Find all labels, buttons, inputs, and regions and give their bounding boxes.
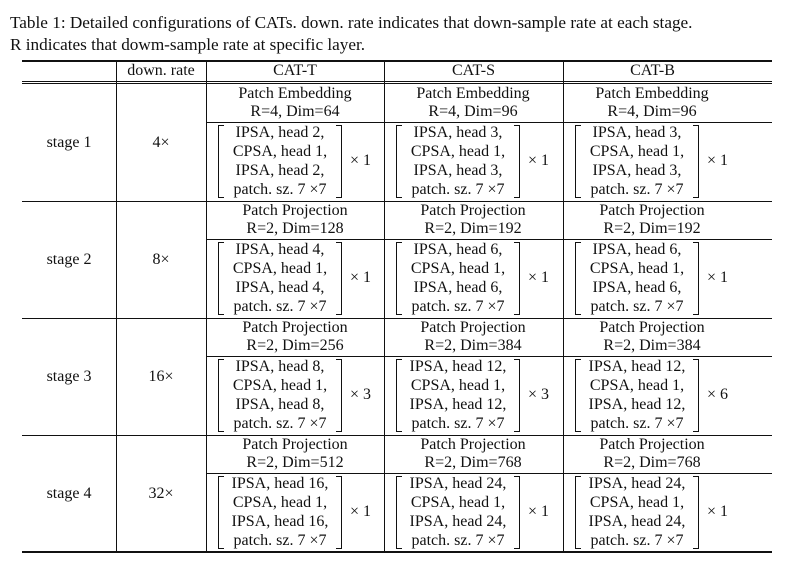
block-config-line: CPSA, head 1, xyxy=(232,494,328,511)
block-config-line: IPSA, head 24, xyxy=(409,475,507,492)
block-matrix xyxy=(396,239,520,318)
stage-label: stage 2 xyxy=(46,250,92,268)
block-config xyxy=(384,239,562,318)
block-matrix xyxy=(575,122,699,201)
block-matrix xyxy=(218,473,342,552)
stage-label: stage 1 xyxy=(46,133,92,151)
block-config-line: IPSA, head 4, xyxy=(235,241,325,258)
block-matrix xyxy=(218,356,342,435)
block-config xyxy=(206,239,384,318)
block-config-line: patch. sz. 7 ×7 xyxy=(590,181,684,198)
repeat-multiplier: × 1 xyxy=(528,269,550,286)
block-config xyxy=(206,473,384,552)
projection-params: R=2, Dim=512 xyxy=(246,454,344,471)
block-config-line: IPSA, head 6, xyxy=(413,241,503,258)
projection-type: Patch Embedding xyxy=(238,85,352,102)
repeat-multiplier: × 1 xyxy=(707,152,729,169)
block-config-line: IPSA, head 6, xyxy=(592,279,682,296)
block-config-line: CPSA, head 1, xyxy=(410,494,506,511)
block-config-line: CPSA, head 1, xyxy=(410,377,506,394)
block-config-line: IPSA, head 24, xyxy=(409,513,507,530)
repeat-multiplier: × 6 xyxy=(707,386,729,403)
block-matrix xyxy=(575,356,699,435)
block-matrix xyxy=(218,239,342,318)
projection-type: Patch Projection xyxy=(420,202,526,219)
projection-params: R=4, Dim=64 xyxy=(250,103,340,120)
block-matrix xyxy=(218,122,342,201)
block-config-line: IPSA, head 6, xyxy=(413,279,503,296)
block-config-line: CPSA, head 1, xyxy=(232,260,328,277)
caption-line-2: R indicates that dowm-sample rate at specific layer. xyxy=(10,35,366,54)
block-config-line: patch. sz. 7 ×7 xyxy=(590,532,684,549)
down-rate-value: 4× xyxy=(152,133,170,151)
block-config xyxy=(206,122,384,201)
block-config-line: IPSA, head 12, xyxy=(409,396,507,413)
header-down-rate: down. rate xyxy=(127,62,195,79)
header-cat-s: CAT-S xyxy=(452,62,495,79)
projection-params: R=2, Dim=768 xyxy=(424,454,522,471)
block-config-line: IPSA, head 3, xyxy=(592,162,682,179)
block-config xyxy=(563,239,741,318)
block-config-line: CPSA, head 1, xyxy=(589,377,685,394)
block-config-line: IPSA, head 6, xyxy=(592,241,682,258)
repeat-multiplier: × 1 xyxy=(350,152,372,169)
projection-type: Patch Projection xyxy=(420,319,526,336)
projection-type: Patch Projection xyxy=(599,202,705,219)
block-config-line: IPSA, head 3, xyxy=(592,124,682,141)
block-config-line: IPSA, head 24, xyxy=(588,513,686,530)
repeat-multiplier: × 1 xyxy=(350,503,372,520)
projection-params: R=4, Dim=96 xyxy=(428,103,518,120)
block-config-line: CPSA, head 1, xyxy=(589,260,685,277)
repeat-multiplier: × 1 xyxy=(707,503,729,520)
block-config xyxy=(563,473,741,552)
block-config-line: patch. sz. 7 ×7 xyxy=(590,298,684,315)
block-config-line: patch. sz. 7 ×7 xyxy=(411,181,505,198)
block-config-line: patch. sz. 7 ×7 xyxy=(233,532,327,549)
block-config-line: patch. sz. 7 ×7 xyxy=(411,532,505,549)
block-config xyxy=(384,122,562,201)
projection-params: R=2, Dim=192 xyxy=(424,220,522,237)
block-config-line: CPSA, head 1, xyxy=(589,494,685,511)
repeat-multiplier: × 3 xyxy=(350,386,372,403)
block-config-line: patch. sz. 7 ×7 xyxy=(233,181,327,198)
block-config-line: IPSA, head 2, xyxy=(235,162,325,179)
projection-params: R=2, Dim=192 xyxy=(603,220,701,237)
block-config xyxy=(206,356,384,435)
block-config-line: IPSA, head 8, xyxy=(235,396,325,413)
block-config-line: CPSA, head 1, xyxy=(410,143,506,160)
block-config-line: IPSA, head 4, xyxy=(235,279,325,296)
block-config-line: patch. sz. 7 ×7 xyxy=(233,415,327,432)
block-config-line: patch. sz. 7 ×7 xyxy=(411,415,505,432)
block-config xyxy=(384,356,562,435)
stage-label: stage 3 xyxy=(46,367,92,385)
repeat-multiplier: × 1 xyxy=(350,269,372,286)
projection-params: R=2, Dim=256 xyxy=(246,337,344,354)
block-config-line: IPSA, head 24, xyxy=(588,475,686,492)
projection-type: Patch Embedding xyxy=(595,85,709,102)
repeat-multiplier: × 1 xyxy=(528,503,550,520)
projection-params: R=4, Dim=96 xyxy=(607,103,697,120)
table-caption xyxy=(10,12,790,56)
projection-type: Patch Projection xyxy=(599,319,705,336)
block-config-line: CPSA, head 1, xyxy=(232,377,328,394)
down-rate-value: 32× xyxy=(148,484,174,502)
projection-params: R=2, Dim=384 xyxy=(424,337,522,354)
config-table xyxy=(22,60,772,553)
down-rate-value: 16× xyxy=(148,367,174,385)
projection-params: R=2, Dim=128 xyxy=(246,220,344,237)
projection-type: Patch Embedding xyxy=(416,85,530,102)
block-config-line: patch. sz. 7 ×7 xyxy=(590,415,684,432)
header-rule xyxy=(22,81,772,82)
block-matrix xyxy=(575,473,699,552)
block-config-line: IPSA, head 8, xyxy=(235,358,325,375)
block-config-line: IPSA, head 3, xyxy=(413,162,503,179)
block-config-line: IPSA, head 2, xyxy=(235,124,325,141)
header-cat-b: CAT-B xyxy=(630,62,675,79)
caption-line-1: Table 1: Detailed configurations of CATs. down. rate indicates that down-sample rate at each stage. xyxy=(10,13,693,32)
block-config-line: patch. sz. 7 ×7 xyxy=(233,298,327,315)
block-config-line: IPSA, head 12, xyxy=(409,358,507,375)
stage-label: stage 4 xyxy=(46,484,92,502)
projection-type: Patch Projection xyxy=(242,436,348,453)
projection-type: Patch Projection xyxy=(599,436,705,453)
projection-type: Patch Projection xyxy=(242,202,348,219)
projection-type: Patch Projection xyxy=(242,319,348,336)
block-config-line: patch. sz. 7 ×7 xyxy=(411,298,505,315)
block-config-line: IPSA, head 12, xyxy=(588,358,686,375)
repeat-multiplier: × 3 xyxy=(528,386,550,403)
projection-params: R=2, Dim=768 xyxy=(603,454,701,471)
block-config-line: IPSA, head 16, xyxy=(231,475,329,492)
down-rate-value: 8× xyxy=(152,250,170,268)
block-config xyxy=(563,122,741,201)
block-config-line: IPSA, head 16, xyxy=(231,513,329,530)
block-matrix xyxy=(396,356,520,435)
repeat-multiplier: × 1 xyxy=(528,152,550,169)
block-config xyxy=(384,473,562,552)
projection-type: Patch Projection xyxy=(420,436,526,453)
repeat-multiplier: × 1 xyxy=(707,269,729,286)
block-config-line: IPSA, head 3, xyxy=(413,124,503,141)
block-config xyxy=(563,356,741,435)
block-config-line: CPSA, head 1, xyxy=(589,143,685,160)
projection-params: R=2, Dim=384 xyxy=(603,337,701,354)
block-config-line: IPSA, head 12, xyxy=(588,396,686,413)
block-config-line: CPSA, head 1, xyxy=(232,143,328,160)
block-config-line: CPSA, head 1, xyxy=(410,260,506,277)
block-matrix xyxy=(396,122,520,201)
header-cat-t: CAT-T xyxy=(273,62,317,79)
block-matrix xyxy=(396,473,520,552)
block-matrix xyxy=(575,239,699,318)
